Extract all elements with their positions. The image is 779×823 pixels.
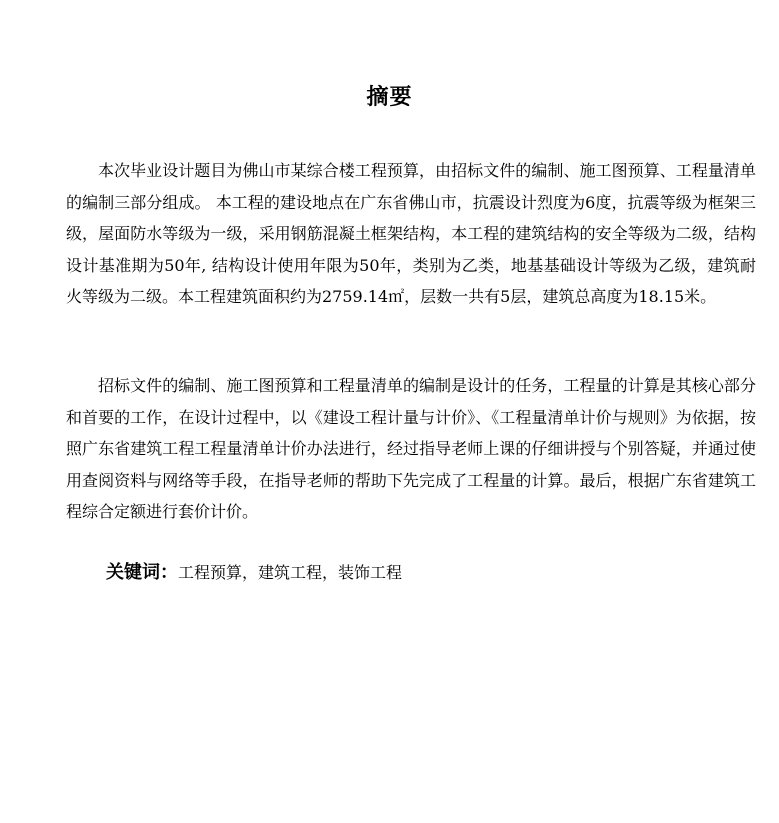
abstract-paragraph-1: 本次毕业设计题目为佛山市某综合楼工程预算，由招标文件的编制、施工图预算、工程量清单的编制三部分组成。 本工程的建设地点在广东省佛山市，抗震设计烈度为6度，抗震等级为框架三级，屋面防水等级为一级，采用钢筋混凝土框架结构，本工程的建筑结构的安全等级为二级，结构设计基准期为50年, 结构设计使用年限为50年，类别为乙类，地基基础设计等级为乙级，建筑耐火等级为二级。本工程建筑面积约为2759.14㎡，层数一共有5层，建筑总高度为18.15米。: [66, 161, 756, 306]
page-title: 摘要: [366, 85, 413, 110]
keywords-line: [106, 558, 402, 588]
abstract-paragraph-2: 招标文件的编制、施工图预算和工程量清单的编制是设计的任务，工程量的计算是其核心部分和首要的工作，在设计过程中，以《建设工程计量与计价》、《工程量清单计价与规则》为依据，按照广东省建筑工程工程量清单计价办法进行，经过指导老师上课的仔细讲授与个别答疑，并通过使用查阅资料与网络等手段，在指导老师的帮助下先完成了工程量的计算。最后，根据广东省建筑工程综合定额进行套价计价。: [66, 376, 756, 521]
keywords-text: 工程预算，建筑工程，装饰工程: [178, 563, 403, 582]
keywords-label: 关键词：: [106, 562, 178, 583]
